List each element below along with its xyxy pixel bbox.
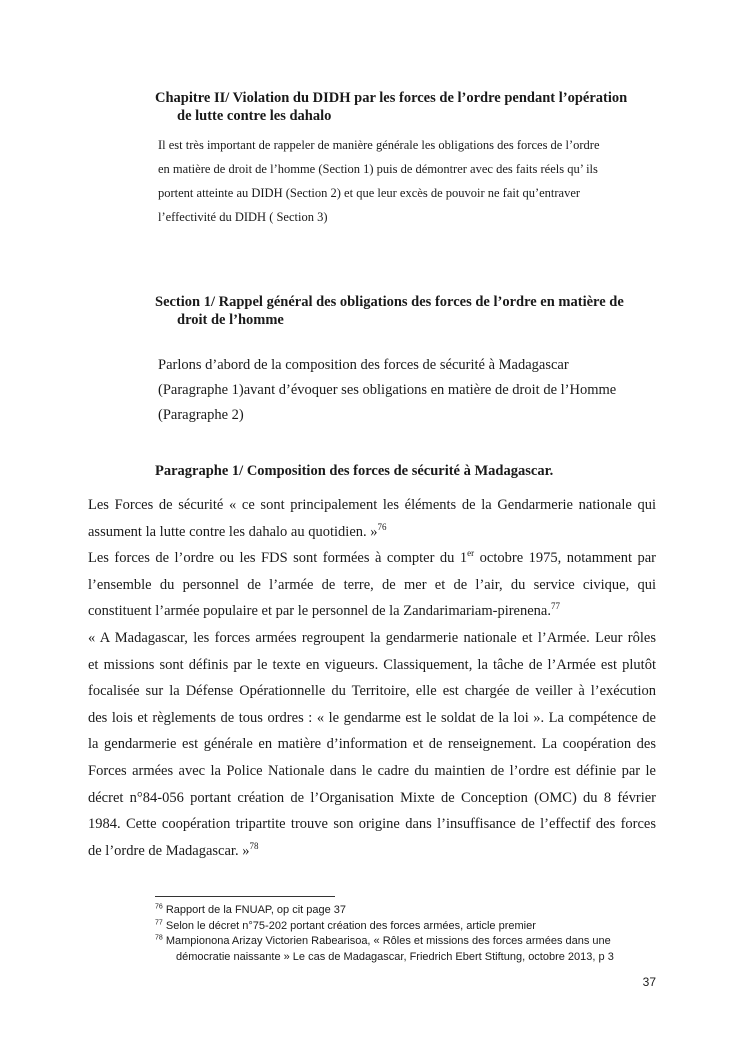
- body-line: Forces armées avec la Police Nationale dans le cadre du maintien de l’ordre est définie par le: [88, 762, 656, 779]
- body-line-text: octobre 1975, notamment par: [474, 550, 656, 567]
- paragraph-title: Paragraphe 1/ Composition des forces de sécurité à Madagascar.: [155, 463, 554, 479]
- body-line: l’ensemble du personnel de l’armée de terre, de mer et de l’air, du service civique, qui: [88, 576, 656, 593]
- footnote-text: Mampionona Arizay Victorien Rabearisoa, « Rôles et missions des forces armées dans une: [165, 935, 611, 947]
- body-line: focalisée sur la Défense Opérationnelle du Territoire, elle est chargée de veiller à l’exécution: [88, 683, 656, 700]
- body-line: Les Forces de sécurité « ce sont principalement les éléments de la Gendarmerie nationale qui: [88, 497, 656, 513]
- section-intro-line: Parlons d’abord de la composition des forces de sécurité à Madagascar: [158, 357, 569, 373]
- footnote-ref: 76: [377, 521, 387, 532]
- footnote-number: 78: [155, 934, 163, 942]
- footnote: [155, 934, 675, 965]
- chapter-title-line1: Chapitre II/ Violation du DIDH par les forces de l’ordre pendant l’opération: [155, 90, 628, 106]
- footnote-text: Rapport de la FNUAP, op cit page 37: [165, 904, 347, 916]
- body-line: et missions sont définis par le texte en vigueurs. Classiquement, la tâche de l’Armée est plutôt: [88, 656, 656, 673]
- footnote: [155, 919, 675, 935]
- body-line-text: assument la lutte contre les dahalo au quotidien. »: [88, 523, 378, 540]
- body-line: [88, 545, 656, 572]
- section-intro-line: (Paragraphe 1)avant d’évoquer ses obligations en matière de droit de l’Homme: [158, 382, 617, 398]
- footnote-ref: 77: [551, 601, 560, 612]
- body-line: [88, 598, 656, 625]
- chapter-heading: [155, 89, 655, 125]
- chapter-intro-line: Il est très important de rappeler de manière générale les obligations des forces de l’ordre: [158, 138, 600, 152]
- chapter-intro-line: en matière de droit de l’homme (Section 1) puis de démontrer avec des faits réels qu’ ils: [158, 162, 598, 176]
- chapter-intro: [158, 133, 668, 229]
- footnote-number: 77: [155, 918, 163, 926]
- chapter-intro-line: l’effectivité du DIDH ( Section 3): [158, 210, 328, 224]
- body-line: 1984. Cette coopération tripartite trouve son origine dans l’insuffisance de l’effectif des forces: [88, 816, 656, 833]
- footnote-number: 76: [155, 903, 163, 911]
- footnote-text: Selon le décret n°75-202 portant création des forces armées, article premier: [165, 919, 536, 932]
- footnote-ref: 78: [249, 840, 259, 851]
- body-line: [88, 838, 656, 865]
- footnote-continuation: démocratie naissante » Le cas de Madagascar, Friedrich Ebert Stiftung, octobre 2013, p 3: [176, 950, 614, 963]
- body-line: [88, 519, 656, 546]
- body-line-text: Les forces de l’ordre ou les FDS sont formées à compter du 1: [88, 550, 468, 567]
- body-line: la gendarmerie est générale en matière d’information et de renseignement. La coopération des: [88, 736, 656, 753]
- section-intro-line: (Paragraphe 2): [158, 407, 244, 423]
- page-number: 37: [642, 975, 656, 989]
- body-line: « A Madagascar, les forces armées regroupent la gendarmerie nationale et l’Armée. Leur rôles: [88, 629, 656, 646]
- section-title-line1: Section 1/ Rappel général des obligations des forces de l’ordre en matière de: [155, 294, 624, 310]
- body-text: [88, 492, 656, 864]
- section-intro: [158, 353, 668, 428]
- body-line-text: constituent l’armée populaire et par le personnel de la Zandarimariam-pirenena.: [88, 603, 551, 620]
- paragraph-heading: [155, 462, 715, 480]
- section-heading: [155, 293, 655, 329]
- footnotes: [155, 903, 675, 965]
- chapter-title-line2: de lutte contre les dahalo: [177, 108, 332, 124]
- superscript-ordinal: er: [467, 548, 475, 559]
- section-title-line2: droit de l’homme: [177, 312, 284, 328]
- footnote: [155, 903, 675, 919]
- body-line: décret n°84-056 portant création de l’Organisation Mixte de Conception (OMC) du 8 février: [88, 789, 656, 806]
- body-line: des lois et règlements de tous ordres : « le gendarme est le soldat de la loi ». La compétence de: [88, 709, 656, 726]
- footnote-separator: [155, 896, 335, 897]
- body-line-text: de l’ordre de Madagascar. »: [88, 842, 250, 859]
- chapter-intro-line: portent atteinte au DIDH (Section 2) et que leur excès de pouvoir ne fait qu’entraver: [158, 186, 581, 200]
